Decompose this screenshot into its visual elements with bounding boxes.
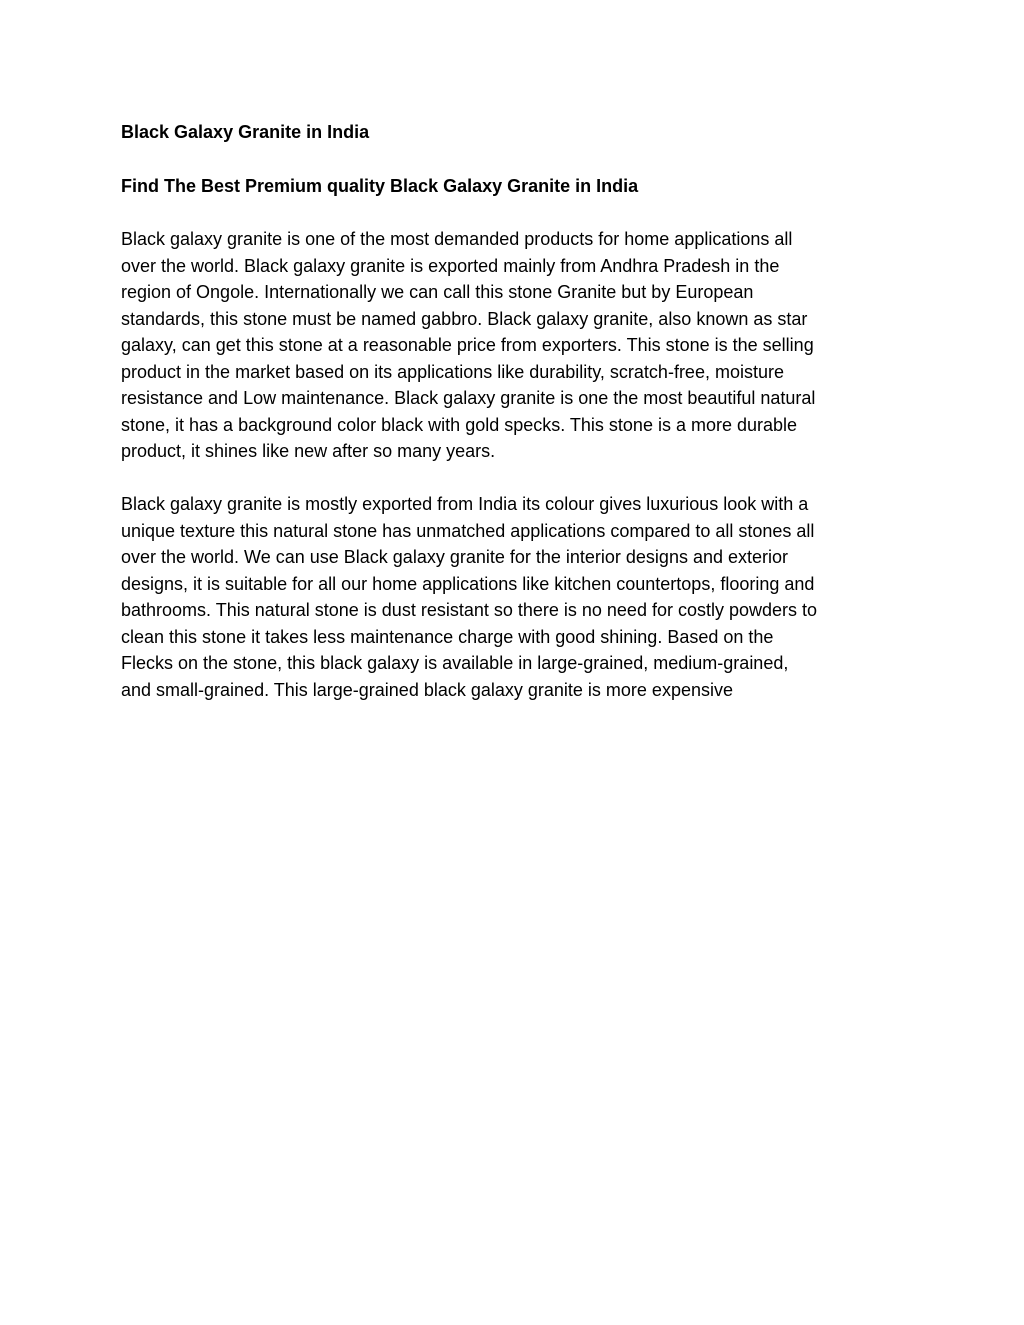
paragraph-line: region of Ongole. Internationally we can call this stone Granite but by European [121, 282, 754, 302]
paragraph-line: galaxy, can get this stone at a reasonable price from exporters. This stone is the selling [121, 335, 814, 355]
paragraph-line: designs, it is suitable for all our home applications like kitchen countertops, flooring and [121, 573, 815, 594]
paragraph-2 [121, 491, 911, 703]
paragraph-line: and small-grained. This large-grained black galaxy granite is more expensive [121, 679, 733, 700]
document-title: Black Galaxy Granite in India [121, 122, 370, 142]
paragraph-line: resistance and Low maintenance. Black galaxy granite is one the most beautiful natural [121, 388, 816, 408]
document-page [121, 119, 911, 730]
paragraph-line: product, it shines like new after so many years. [121, 441, 496, 461]
paragraph-line: stone, it has a background color black with gold specks. This stone is a more durable [121, 414, 798, 435]
paragraph-1 [121, 226, 911, 465]
paragraph-line: Black galaxy granite is one of the most demanded products for home applications all [121, 229, 793, 249]
paragraph-line: over the world. We can use Black galaxy granite for the interior designs and exterior [121, 547, 789, 567]
paragraph-line: Black galaxy granite is mostly exported from India its colour gives luxurious look with a [121, 494, 809, 514]
paragraph-line: standards, this stone must be named gabbro. Black galaxy granite, also known as star [121, 308, 808, 329]
paragraph-line: Flecks on the stone, this black galaxy is available in large-grained, medium-grained, [121, 653, 789, 673]
paragraph-line: product in the market based on its applications like durability, scratch-free, moisture [121, 361, 784, 382]
document-subtitle: Find The Best Premium quality Black Galaxy Granite in India [121, 175, 639, 196]
paragraph-line: over the world. Black galaxy granite is exported mainly from Andhra Pradesh in the [121, 255, 780, 276]
paragraph-line: bathrooms. This natural stone is dust resistant so there is no need for costly powders to [121, 600, 818, 620]
paragraph-line: clean this stone it takes less maintenance charge with good shining. Based on the [121, 626, 774, 647]
paragraph-line: unique texture this natural stone has unmatched applications compared to all stones all [121, 520, 815, 541]
